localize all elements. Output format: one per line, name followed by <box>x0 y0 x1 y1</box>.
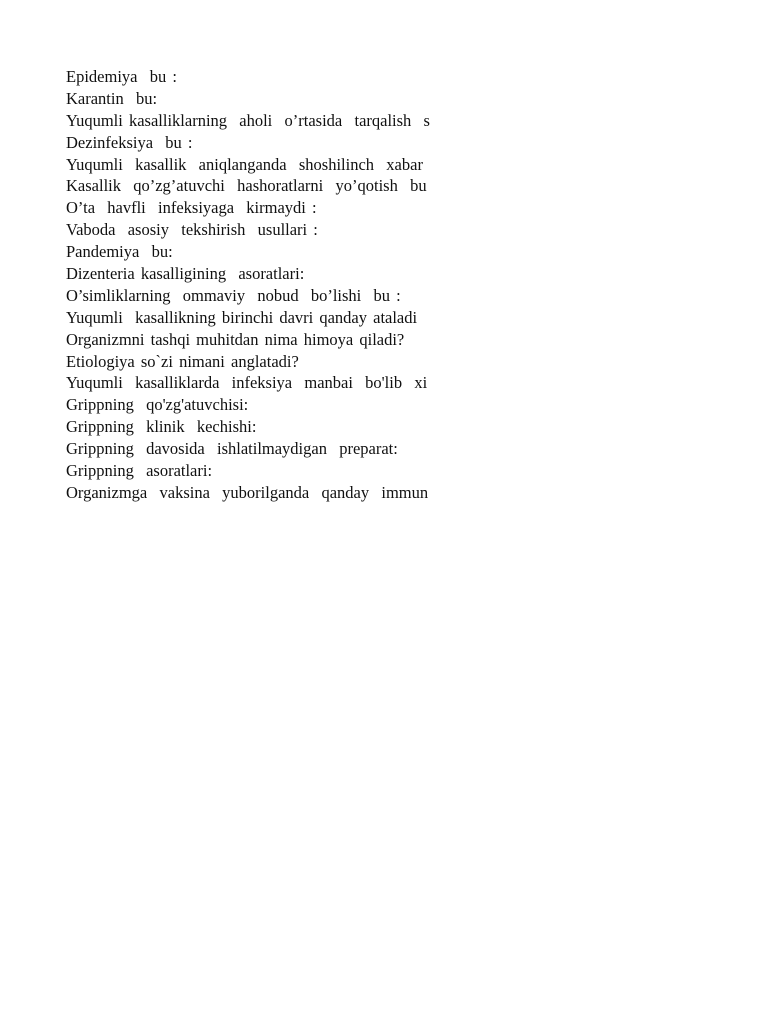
question-line: Epidemiya bu : <box>66 67 177 86</box>
question-line: Grippning asoratlari: <box>66 461 213 481</box>
question-line: Dezinfeksiya bu : <box>66 132 193 152</box>
question-line: Yuqumli kasallik aniqlanganda shoshilinch xabar <box>66 154 423 174</box>
question-line: Dizenteria kasalligining asoratlari: <box>66 264 305 284</box>
question-list <box>66 66 442 504</box>
question-line: Pandemiya bu: <box>66 242 173 262</box>
question-line: Etiologiya so`zi nimani anglatadi? <box>66 351 299 371</box>
question-line: Grippning klinik kechishi: <box>66 417 257 437</box>
question-line: Karantin bu: <box>66 88 158 108</box>
question-line: Yuqumli kasalliklarda infeksiya manbai bo'lib xi <box>66 373 428 393</box>
question-line: Yuqumli kasalliklarning aholi o’rtasida tarqalish s <box>66 110 430 130</box>
question-line: Yuqumli kasallikning birinchi davri qanday ataladi <box>66 307 418 327</box>
question-line: Organizmni tashqi muhitdan nima himoya qiladi? <box>66 329 405 349</box>
question-line: O’simliklarning ommaviy nobud bo’lishi bu : <box>66 285 401 305</box>
question-line: O’ta havfli infeksiyaga kirmaydi : <box>66 198 317 218</box>
question-line: Grippning qo'zg'atuvchisi: <box>66 395 249 415</box>
question-line: Kasallik qo’zg’atuvchi hashoratlarni yo’qotish bu <box>66 176 427 196</box>
question-line: Grippning davosida ishlatilmaydigan preparat: <box>66 439 398 459</box>
question-line: Organizmga vaksina yuborilganda qanday immun <box>66 482 429 502</box>
question-line: Vaboda asosiy tekshirish usullari : <box>66 220 318 240</box>
